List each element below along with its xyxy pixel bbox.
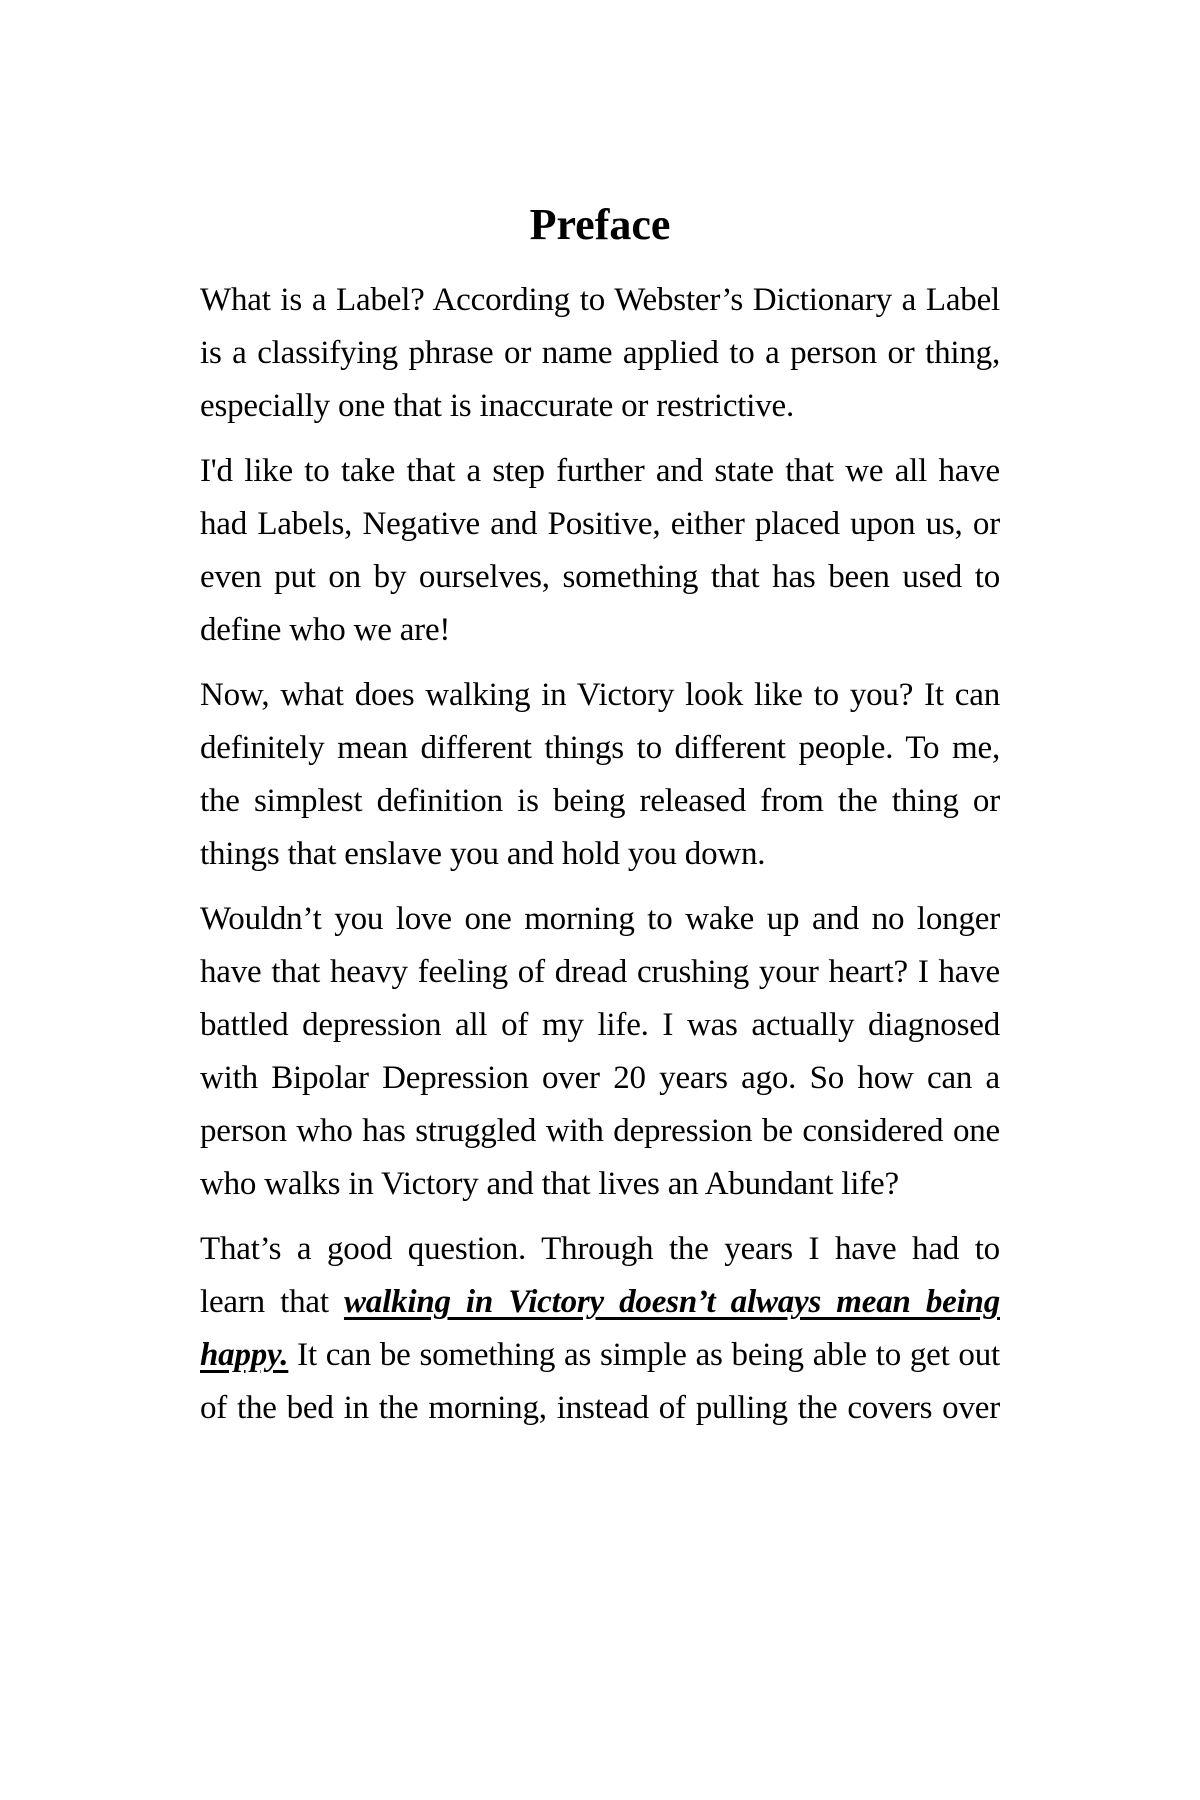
text-run: things that enslave you and hold you down. [200, 836, 766, 872]
text-line [200, 327, 1000, 380]
text-line [200, 274, 1000, 327]
paragraph [200, 274, 1000, 433]
text-run: Now, what does walking in Victory look like to you? It can [200, 677, 1000, 713]
text-run: who walks in Victory and that lives an Abundant life? [200, 1166, 899, 1202]
emphasized-phrase: happy. [200, 1337, 289, 1373]
text-run: of the bed in the morning, instead of pulling the covers over [200, 1390, 1000, 1426]
text-run: Wouldn’t you love one morning to wake up and no longer [200, 901, 1000, 937]
text-line [200, 1329, 1000, 1382]
text-run: even put on by ourselves, something that has been used to [200, 559, 1000, 595]
text-line [200, 669, 1000, 722]
text-run: define who we are! [200, 612, 451, 648]
emphasized-phrase: walking in Victory doesn’t always mean being [343, 1284, 1000, 1320]
text-run: It can be something as simple as being able to get out [288, 1337, 1000, 1373]
text-line [200, 999, 1000, 1052]
text-line [200, 551, 1000, 604]
text-run: have that heavy feeling of dread crushing your heart? I have [200, 954, 1000, 990]
text-run: with Bipolar Depression over 20 years ago. So how can a [200, 1060, 1000, 1096]
text-line [200, 1276, 1000, 1329]
text-run: I'd like to take that a step further and state that we all have [200, 453, 1000, 489]
paragraph [200, 893, 1000, 1211]
text-line [200, 722, 1000, 775]
text-line [200, 380, 1000, 433]
preface-body [200, 274, 1000, 1435]
text-run: That’s a good question. Through the years I have had to [200, 1231, 1000, 1267]
text-line [200, 498, 1000, 551]
paragraph [200, 1223, 1000, 1435]
text-line [200, 1052, 1000, 1105]
text-run: had Labels, Negative and Positive, either placed upon us, or [200, 506, 1000, 542]
text-run: the simplest definition is being released from the thing or [200, 783, 1000, 819]
paragraph [200, 445, 1000, 657]
text-run: especially one that is inaccurate or restrictive. [200, 388, 795, 424]
paragraph [200, 669, 1000, 881]
text-line [200, 893, 1000, 946]
text-line [200, 946, 1000, 999]
text-line [200, 828, 1000, 881]
text-line [200, 445, 1000, 498]
page-content [200, 200, 1000, 1435]
text-line [200, 1223, 1000, 1276]
text-run: definitely mean different things to different people. To me, [200, 730, 1000, 766]
text-line [200, 1158, 1000, 1211]
text-run: learn that [200, 1284, 344, 1320]
text-line [200, 604, 1000, 657]
page-title: Preface [529, 200, 671, 249]
text-line [200, 1105, 1000, 1158]
text-run: is a classifying phrase or name applied to a person or thing, [200, 335, 1000, 371]
text-line [200, 775, 1000, 828]
text-run: person who has struggled with depression be considered one [200, 1113, 1000, 1149]
text-run: What is a Label? According to Webster’s Dictionary a Label [200, 282, 1000, 318]
text-run: battled depression all of my life. I was actually diagnosed [200, 1007, 1000, 1043]
text-line [200, 1382, 1000, 1435]
